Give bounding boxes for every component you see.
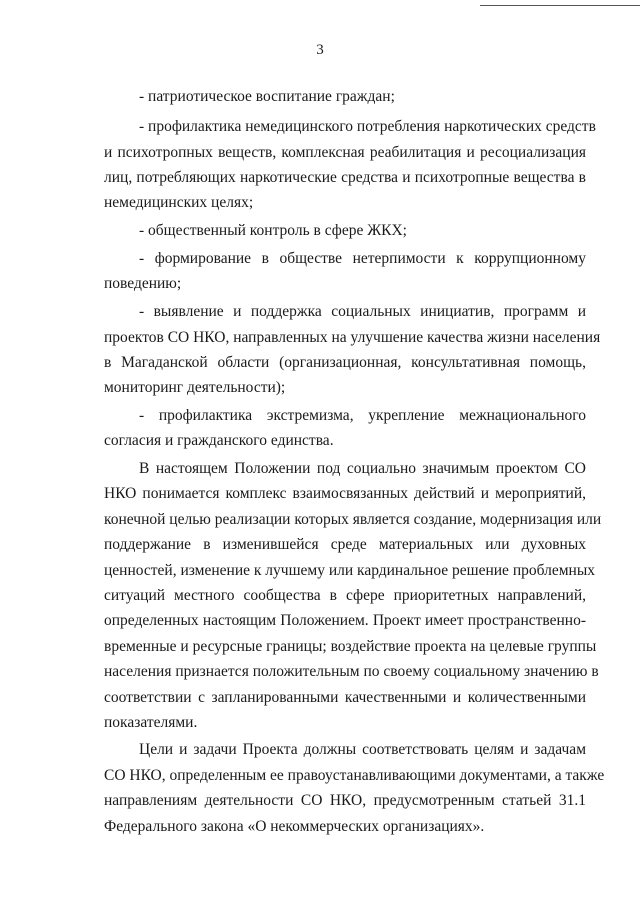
text-line: СО НКО, определенным ее правоустанавливающими документами, а также bbox=[104, 767, 605, 784]
text-line: и психотропных веществ, комплексная реабилитация и ресоциализация bbox=[104, 144, 586, 161]
text-line: соответствии с запланированными качественными и количественными bbox=[104, 689, 586, 706]
text-line: ситуаций местного сообщества в сфере приоритетных направлений, bbox=[104, 587, 586, 604]
text-line: согласия и гражданского единства. bbox=[104, 432, 334, 449]
text-line: определенных настоящим Положением. Проект имеет пространственно- bbox=[104, 612, 586, 629]
text-line: немедицинских целях; bbox=[104, 194, 254, 211]
text-line: направлениям деятельности СО НКО, предусмотренным статьей 31.1 bbox=[104, 792, 586, 809]
text-line: - выявление и поддержка социальных инициатив, программ и bbox=[139, 303, 586, 320]
text-line: в Магаданской области (организационная, консультативная помощь, bbox=[104, 354, 586, 371]
text-line: В настоящем Положении под социально значимым проектом СО bbox=[139, 460, 586, 477]
text-line: конечной целью реализации которых является создание, модернизация или bbox=[104, 511, 602, 528]
text-line: поведению; bbox=[104, 275, 182, 292]
text-line: мониторинг деятельности); bbox=[104, 379, 286, 396]
text-line: поддержание в изменившейся среде материальных или духовных bbox=[104, 536, 586, 553]
text-line: Цели и задачи Проекта должны соответствовать целям и задачам bbox=[139, 741, 586, 758]
text-line: - формирование в обществе нетерпимости к коррупционному bbox=[139, 250, 586, 267]
text-line: Федерального закона «О некоммерческих организациях». bbox=[104, 818, 485, 835]
page-number: 3 bbox=[316, 42, 324, 58]
text-line: временные и ресурсные границы; воздействие проекта на целевые группы bbox=[104, 638, 597, 655]
text-line: - патриотическое воспитание граждан; bbox=[139, 88, 395, 105]
top-rule bbox=[480, 5, 640, 6]
text-line: лиц, потребляющих наркотические средства и психотропные вещества в bbox=[104, 169, 586, 186]
text-line: - профилактика немедицинского потребления наркотических средств bbox=[139, 118, 596, 135]
text-line: проектов СО НКО, направленных на улучшение качества жизни населения bbox=[104, 329, 601, 346]
text-line: - общественный контроль в сфере ЖКХ; bbox=[139, 222, 407, 239]
text-line: - профилактика экстремизма, укрепление межнационального bbox=[139, 407, 586, 424]
text-line: населения признается положительным по своему социальному значению в bbox=[104, 663, 599, 680]
text-line: показателями. bbox=[104, 714, 198, 731]
text-line: ценностей, изменение к лучшему или кардинальное решение проблемных bbox=[104, 562, 595, 579]
text-line: НКО понимается комплекс взаимосвязанных действий и мероприятий, bbox=[104, 485, 586, 502]
